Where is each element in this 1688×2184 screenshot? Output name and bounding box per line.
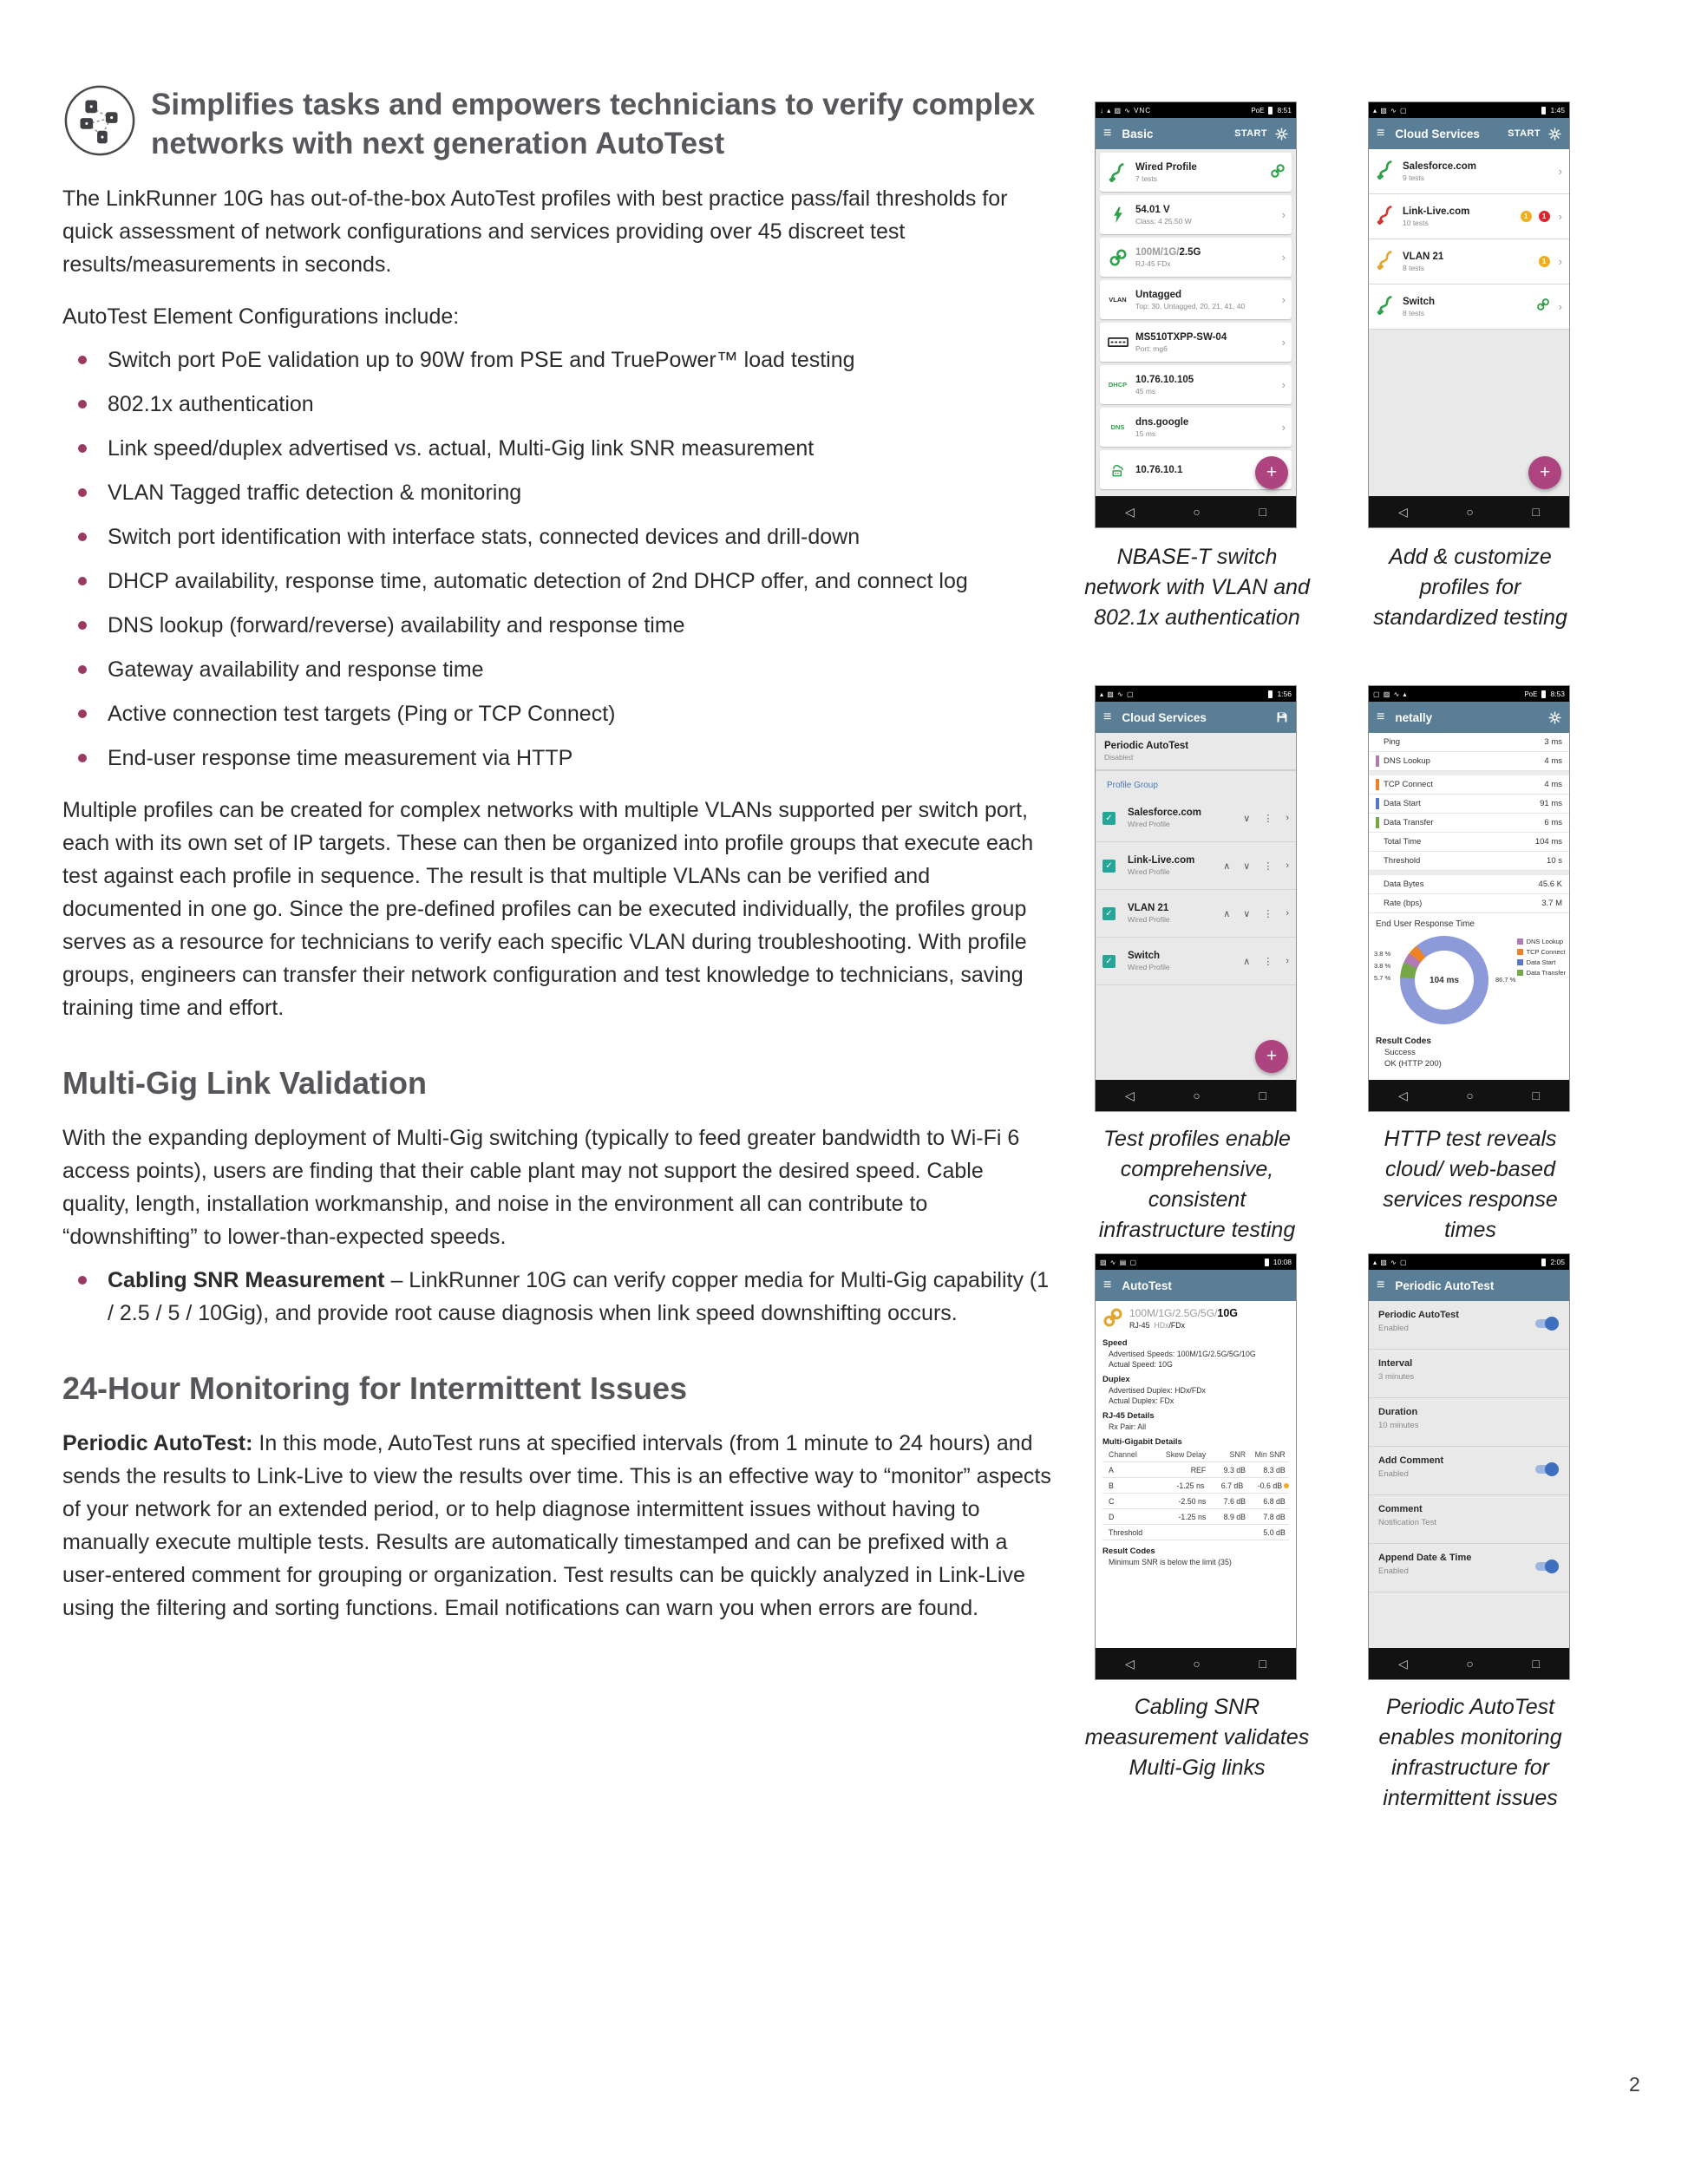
result-row: Ping 3 ms [1369, 733, 1569, 752]
status-icons: ▨ ∿ ▤ ▢ [1100, 1258, 1138, 1266]
group-profile-row[interactable]: ✓ VLAN 21 Wired Profile ∧ ∨ ⋮ › [1096, 890, 1296, 938]
bullet-item: End-user response time measurement via HTTP [108, 742, 1053, 775]
screenshot-caption: NBASE-T switch network with VLAN and 802.1x authentication [1084, 545, 1310, 630]
result-row: Data Start 91 ms [1369, 794, 1569, 814]
link-icon [1536, 298, 1550, 316]
chart-legend: DNS Lookup TCP Connect Data Start Data Transfer [1517, 938, 1566, 979]
chevron-right-icon: › [1286, 908, 1289, 919]
recents-icon[interactable]: □ [1532, 1089, 1540, 1102]
group-profile-row[interactable]: ✓ Salesforce.com Wired Profile ∨ ⋮ › [1096, 794, 1296, 842]
home-icon[interactable]: ○ [1193, 505, 1201, 519]
toggle-on[interactable] [1535, 1465, 1557, 1474]
switch-icon [1106, 337, 1129, 348]
profile-list [1369, 149, 1569, 496]
chevron-right-icon: › [1558, 255, 1562, 268]
status-bar [1096, 102, 1296, 118]
clock: 8:51 [1277, 106, 1292, 114]
add-fab-button[interactable]: + [1528, 456, 1561, 489]
screen-title: Basic [1122, 127, 1154, 141]
setting-row[interactable]: Interval 3 minutes [1369, 1350, 1569, 1398]
overflow-menu-icon[interactable]: ⋮ [1263, 813, 1273, 824]
battery-icon [1541, 107, 1546, 114]
donut-ring [1400, 936, 1488, 1024]
overflow-menu-icon[interactable]: ⋮ [1263, 860, 1273, 872]
android-nav-bar [1369, 1080, 1569, 1111]
gear-icon[interactable] [1548, 711, 1561, 724]
chevron-right-icon: › [1281, 421, 1286, 434]
chevron-right-icon: › [1281, 378, 1286, 391]
phone-screenshot-cabling-snr [1095, 1253, 1297, 1680]
overflow-menu-icon[interactable]: ⋮ [1263, 956, 1273, 967]
add-fab-button[interactable]: + [1255, 456, 1288, 489]
home-icon[interactable]: ○ [1193, 1657, 1201, 1671]
monitoring-paragraph: Periodic AutoTest: In this mode, AutoTest runs at specified intervals (from 1 minute to 24 hours) and sends the results to Link-Live to view the results over time. This is an effective way to “monitor” aspects of your network for an extended period, or to help diagnose intermittent issues without having to manually execute multiple tests. Results are automatically timestamped and can be prefixed with a user-entered comment for grouping or organization. Test results can be quickly analyzed in Link-Live using the filtering and sorting functions. Email notifications can warn you when errors are found. [62, 1431, 1051, 1620]
pct-label: 3.8 % [1374, 950, 1391, 958]
link-icon [1102, 1307, 1123, 1332]
legend-color-datastart [1517, 959, 1523, 965]
toggle-on[interactable] [1535, 1562, 1557, 1571]
setting-row[interactable]: Comment Notification Test [1369, 1495, 1569, 1544]
cable-icon [1376, 205, 1396, 229]
bullet-item: Active connection test targets (Ping or TCP Connect) [108, 697, 1053, 730]
move-up-icon[interactable]: ∧ [1223, 908, 1231, 919]
save-icon[interactable] [1276, 711, 1288, 723]
profile-group-label: Profile Group [1107, 781, 1158, 790]
screenshot-caption: HTTP test reveals cloud/ web-based services response times [1383, 1127, 1558, 1242]
status-icons: ▴ ▨ ∿ ▢ [1373, 106, 1408, 114]
datastart-color-chip [1376, 798, 1379, 809]
bullet-item: DNS lookup (forward/reverse) availability and response time [108, 609, 1053, 642]
recents-icon[interactable]: □ [1532, 1657, 1540, 1671]
periodic-settings [1369, 1301, 1569, 1648]
back-icon[interactable]: ◁ [1398, 1088, 1408, 1102]
profile-row[interactable]: Link-Live.com 10 tests 1 1 › [1369, 194, 1569, 239]
legend-color-tcp [1517, 949, 1523, 955]
move-down-icon[interactable]: ∨ [1243, 860, 1251, 872]
status-icons: ▴ ▨ ∿ ▢ [1373, 1258, 1408, 1266]
section-heading-monitoring: 24-Hour Monitoring for Intermittent Issues [62, 1370, 688, 1406]
menu-icon[interactable]: ≡ [1377, 709, 1385, 724]
overflow-menu-icon[interactable]: ⋮ [1263, 908, 1273, 919]
result-row: Rate (bps) 3.7 M [1369, 894, 1569, 913]
bullet-item: DHCP availability, response time, automatic detection of 2nd DHCP offer, and connect log [108, 565, 1053, 598]
checkbox-checked[interactable]: ✓ [1102, 955, 1116, 968]
app-bar [1369, 702, 1569, 733]
menu-icon[interactable]: ≡ [1103, 709, 1112, 724]
poe-indicator: PoE [1251, 106, 1265, 114]
screenshot-caption: Periodic AutoTest enables monitoring infrastructure for intermittent issues [1378, 1695, 1562, 1810]
cable-icon [1376, 250, 1396, 274]
bullet-item: 802.1x authentication [108, 388, 1053, 421]
list-intro: AutoTest Element Configurations include: [62, 304, 460, 329]
screen-title: Cloud Services [1395, 127, 1480, 141]
page-number: 2 [1629, 2073, 1640, 2096]
vlan-card[interactable]: VLAN Untagged Top: 30, Untagged, 20, 21, 41, 40 › [1100, 280, 1292, 319]
phone-screenshot-profile-group [1095, 685, 1297, 1112]
chevron-right-icon: › [1281, 293, 1286, 306]
screenshot-caption: Cabling SNR measurement validates Multi-Gig links [1084, 1695, 1310, 1780]
chevron-right-icon: › [1286, 813, 1289, 823]
android-nav-bar [1096, 1648, 1296, 1679]
recents-icon[interactable]: □ [1532, 505, 1540, 519]
link-icon [1270, 163, 1286, 181]
error-badge: 1 [1539, 211, 1550, 222]
cable-icon [1106, 162, 1129, 182]
link-speed-card[interactable]: 100M/1G/2.5G RJ-45 FDx › [1100, 238, 1292, 277]
article-column [62, 83, 1053, 1625]
menu-icon[interactable]: ≡ [1377, 126, 1385, 141]
home-icon[interactable]: ○ [1466, 1657, 1474, 1671]
donut-center-label: 104 ms [1415, 951, 1474, 1010]
snr-detail: 100M/1G/2.5G/5G/10G RJ-45 HDx/FDx Speed Advertised Speeds: 100M/1G/2.5G/5G/10G Actual Speed: 10G Duplex Advertised Duplex: HDx/FDx Actual Duplex: FDx RJ-45 Details Rx Pair: All Multi-Gigabit Details Channel Skew Delay SNR Min SNR A REF 9.3 dB 8.3 dB B -1.25 ns 6.7 dB -0.6 dB C -2.50 ns 7.6 dB 6.8 dB D -1.25 ns 8.9 dB 7.8 dB Threshold 5.0 dB Result Codes Minimum SNR is below the limit (35) [1096, 1301, 1296, 1648]
status-bar [1096, 1254, 1296, 1270]
profile-row[interactable]: VLAN 21 8 tests 1 › [1369, 239, 1569, 284]
screenshot-caption: Test profiles enable comprehensive, consistent infrastructure testing [1098, 1127, 1296, 1242]
gateway-icon [1106, 461, 1129, 479]
snr-table-row: B -1.25 ns 6.7 dB -0.6 dB [1102, 1478, 1289, 1494]
link-icon [1106, 248, 1129, 267]
legend-color-datatransfer [1517, 970, 1523, 976]
checkbox-checked[interactable]: ✓ [1102, 860, 1116, 873]
bullet-item: Switch port identification with interface stats, connected devices and drill-down [108, 520, 1053, 553]
android-nav-bar [1369, 496, 1569, 527]
profile-row[interactable]: Switch 8 tests › [1369, 284, 1569, 330]
toggle-on[interactable] [1535, 1319, 1557, 1328]
result-row: DNS Lookup 4 ms [1369, 752, 1569, 771]
battery-icon [1541, 1259, 1546, 1266]
clock: 2:05 [1550, 1258, 1565, 1266]
android-nav-bar [1096, 1080, 1296, 1111]
status-bar [1369, 1254, 1569, 1270]
intro-paragraph: The LinkRunner 10G has out-of-the-box AutoTest profiles with best practice pass/fail thresholds for quick assessment of network configurations and services providing over 45 discreet test results/measurements in seconds. [62, 186, 1008, 277]
setting-row[interactable]: Append Date & Time Enabled [1369, 1544, 1569, 1592]
home-icon[interactable]: ○ [1466, 1089, 1474, 1102]
warning-badge: 1 [1521, 211, 1532, 222]
setting-row[interactable]: Duration 10 minutes [1369, 1398, 1569, 1447]
menu-icon[interactable]: ≡ [1103, 1278, 1112, 1292]
move-up-icon[interactable]: ∧ [1243, 956, 1251, 967]
clock: 1:56 [1277, 690, 1292, 698]
legend-color-dns [1517, 938, 1523, 945]
move-down-icon[interactable]: ∨ [1243, 908, 1251, 919]
status-icons: ▢ ▨ ∿ ▴ [1373, 690, 1408, 698]
android-nav-bar [1369, 1648, 1569, 1679]
bolt-icon [1106, 206, 1129, 224]
menu-icon[interactable]: ≡ [1103, 126, 1112, 141]
clock: 1:45 [1550, 106, 1565, 114]
dns-label-icon: DNS [1110, 423, 1125, 431]
chevron-right-icon: › [1286, 956, 1289, 966]
http-results [1369, 733, 1569, 1080]
android-nav-bar [1096, 496, 1296, 527]
result-codes: Result Codes Success OK (HTTP 200) [1369, 1033, 1569, 1076]
status-icons: ↓ ▴ ▨ ∿ VNC [1100, 106, 1152, 114]
chevron-right-icon: › [1558, 300, 1562, 313]
pct-label: 86.7 % [1495, 976, 1516, 984]
phone-screenshot-basic [1095, 101, 1297, 528]
vlan-label-icon: VLAN [1109, 296, 1127, 304]
chevron-right-icon: › [1281, 208, 1286, 221]
back-icon[interactable]: ◁ [1398, 504, 1408, 519]
screenshot-caption: Add & customize profiles for standardized testing [1373, 545, 1567, 630]
chevron-right-icon: › [1558, 210, 1562, 223]
result-row: TCP Connect 4 ms [1369, 775, 1569, 794]
snr-table-row: C -2.50 ns 7.6 dB 6.8 dB [1102, 1494, 1289, 1509]
phone-screenshot-profiles [1368, 101, 1570, 528]
screen-title: Periodic AutoTest [1395, 1278, 1495, 1292]
datatransfer-color-chip [1376, 817, 1379, 828]
status-bar [1369, 686, 1569, 702]
gear-icon[interactable] [1548, 128, 1561, 141]
dns-color-chip [1376, 755, 1379, 767]
profiles-paragraph: Multiple profiles can be created for complex networks with multiple VLANs supported per switch port, each with its own set of IP targets. These can then be organized into profile groups that execute each test against each profile in sequence. The result is that multiple VLANs can be verified and documented in one go. Since the pre-defined profiles can be executed individually, the profiles group serves as a resource for technicians to verify each specific VLAN during troubleshooting. With profile groups, engineers can transfer their network configuration and test knowledge to technicians, saving training time and effort. [62, 798, 1034, 1020]
switch-card[interactable]: MS510TXPP-SW-04 Port: mg6 › [1100, 323, 1292, 362]
network-circle-icon [62, 83, 137, 162]
clock: 8:53 [1550, 690, 1565, 698]
chevron-right-icon: › [1286, 860, 1289, 871]
screen-title: Cloud Services [1122, 710, 1207, 724]
group-profile-row[interactable]: ✓ Link-Live.com Wired Profile ∧ ∨ ⋮ › [1096, 842, 1296, 890]
clock: 10:08 [1273, 1258, 1292, 1266]
snr-table-row: D -1.25 ns 8.9 dB 7.8 dB [1102, 1509, 1289, 1525]
home-icon[interactable]: ○ [1193, 1089, 1201, 1102]
phone-screenshot-http-test [1368, 685, 1570, 1112]
tcp-color-chip [1376, 779, 1379, 790]
gateway-card[interactable]: 10.76.10.1 [1100, 450, 1292, 489]
menu-icon[interactable]: ≡ [1377, 1278, 1385, 1292]
dns-card[interactable]: DNS dns.google 15 ms › [1100, 408, 1292, 447]
page-title: Simplifies tasks and empowers technicians to verify complex networks with next generation AutoTest [151, 88, 1036, 160]
status-bar [1369, 102, 1569, 118]
screen-title: netally [1395, 710, 1433, 724]
wired-profile-card[interactable]: Wired Profile 7 tests [1100, 153, 1292, 192]
snr-table-row: A REF 9.3 dB 8.3 dB [1102, 1462, 1289, 1478]
battery-icon [1268, 107, 1273, 114]
battery-icon [1265, 1259, 1269, 1266]
cable-icon [1376, 160, 1396, 184]
app-bar [1096, 1270, 1296, 1301]
test-card-list [1096, 149, 1296, 496]
chevron-right-icon: › [1281, 251, 1286, 264]
pct-label: 3.8 % [1374, 962, 1391, 970]
bullet-item: Gateway availability and response time [108, 653, 1053, 686]
back-icon[interactable]: ◁ [1398, 1656, 1408, 1671]
chevron-right-icon: › [1558, 165, 1562, 178]
status-icons: ▴ ▨ ∿ ▢ [1100, 690, 1135, 698]
periodic-autotest-row[interactable]: Periodic AutoTest Disabled [1096, 733, 1296, 771]
phone-screenshot-periodic [1368, 1253, 1570, 1680]
checkbox-checked[interactable]: ✓ [1102, 907, 1116, 920]
cable-icon [1376, 295, 1396, 319]
pct-label: 5.7 % [1374, 974, 1391, 982]
poe-indicator: PoE [1524, 690, 1538, 698]
dhcp-label-icon: DHCP [1108, 381, 1128, 389]
chevron-right-icon: › [1281, 336, 1286, 349]
checkbox-checked[interactable]: ✓ [1102, 812, 1116, 825]
app-bar [1096, 702, 1296, 733]
home-icon[interactable]: ○ [1466, 505, 1474, 519]
snr-bullet-list [62, 1264, 1053, 1330]
bullet-item: VLAN Tagged traffic detection & monitoring [108, 476, 1053, 509]
screen-title: AutoTest [1122, 1278, 1172, 1292]
start-button[interactable]: START [1234, 128, 1267, 139]
recents-icon[interactable]: □ [1259, 1657, 1266, 1671]
setting-row[interactable]: Add Comment Enabled [1369, 1447, 1569, 1495]
bullet-item: Link speed/duplex advertised vs. actual, Multi-Gig link SNR measurement [108, 432, 1053, 465]
app-bar [1369, 1270, 1569, 1301]
app-bar [1369, 118, 1569, 149]
recents-icon[interactable]: □ [1259, 1089, 1266, 1102]
bullet-item: Switch port PoE validation up to 90W from PSE and TruePower™ load testing [108, 343, 1053, 376]
status-bar [1096, 686, 1296, 702]
recents-icon[interactable]: □ [1259, 505, 1266, 519]
group-editor [1096, 733, 1296, 1080]
response-time-donut-chart [1369, 931, 1569, 1033]
battery-icon [1268, 690, 1273, 698]
result-row: Data Bytes 45.6 K [1369, 875, 1569, 894]
move-up-icon[interactable]: ∧ [1223, 860, 1231, 872]
result-row: Total Time 104 ms [1369, 833, 1569, 852]
warning-dot-icon [1284, 1483, 1289, 1488]
snr-threshold-row: Threshold 5.0 dB [1102, 1525, 1289, 1540]
start-button[interactable]: START [1508, 128, 1541, 139]
dhcp-card[interactable]: DHCP 10.76.10.105 45 ms › [1100, 365, 1292, 404]
back-icon[interactable]: ◁ [1125, 1088, 1135, 1102]
back-icon[interactable]: ◁ [1125, 1656, 1135, 1671]
move-down-icon[interactable]: ∨ [1243, 813, 1251, 824]
battery-icon [1541, 690, 1546, 698]
result-row: Data Transfer 6 ms [1369, 814, 1569, 833]
snr-table-header: Channel Skew Delay SNR Min SNR [1102, 1447, 1289, 1462]
bullet-item: Cabling SNR Measurement – LinkRunner 10G can verify copper media for Multi-Gig capability (1 / 2.5 / 5 / 10Gig), and provide root cause diagnosis when link speed downshifting occurs. [108, 1264, 1053, 1330]
multigig-paragraph: With the expanding deployment of Multi-Gig switching (typically to feed greater bandwidth to Wi-Fi 6 access points), users are finding that their cable plant may not support the desired speed. Cable quality, length, installation workmanship, and noise in the environment all can contribute to “downshifting” to lower-than-expected speeds. [62, 1126, 1020, 1249]
app-bar [1096, 118, 1296, 149]
result-row: Threshold 10 s [1369, 852, 1569, 871]
setting-row[interactable]: Periodic AutoTest Enabled [1369, 1301, 1569, 1350]
chart-title: End User Response Time [1369, 913, 1569, 931]
group-profile-row[interactable]: ✓ Switch Wired Profile ∧ ⋮ › [1096, 938, 1296, 985]
gear-icon[interactable] [1275, 128, 1288, 141]
add-fab-button[interactable]: + [1255, 1040, 1288, 1073]
autotest-bullet-list [62, 343, 1053, 775]
warning-badge: 1 [1539, 256, 1550, 267]
poe-card[interactable]: 54.01 V Class: 4 25.50 W › [1100, 195, 1292, 234]
profile-row[interactable]: Salesforce.com 9 tests › [1369, 149, 1569, 194]
section-heading-multigig: Multi-Gig Link Validation [62, 1065, 427, 1101]
back-icon[interactable]: ◁ [1125, 504, 1135, 519]
